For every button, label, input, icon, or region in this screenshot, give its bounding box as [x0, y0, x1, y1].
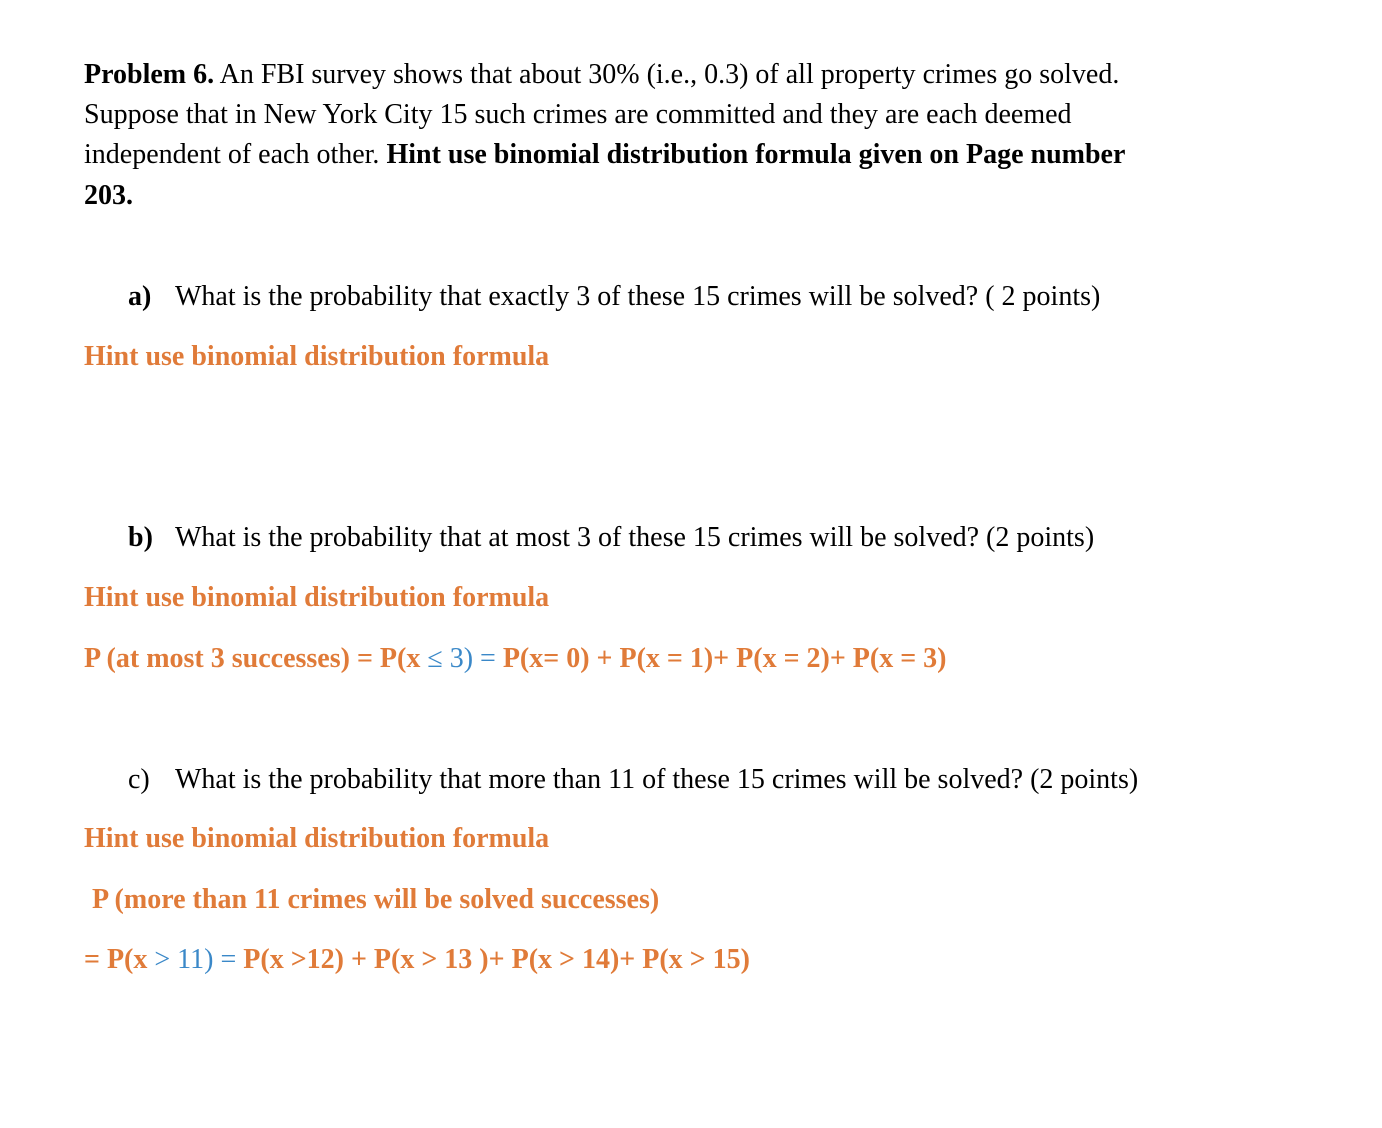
part-c-text: What is the probability that more than 11 of these 15 crimes will be solved? (2 points): [175, 764, 1139, 795]
problem-label: Problem 6.: [84, 59, 215, 90]
problem-line-3: [84, 138, 1125, 172]
problem-hint: Hint use binomial distribution formula given on Page number: [386, 139, 1126, 170]
part-b-question: [128, 521, 1094, 555]
part-c-formula-line-1: P (more than 11 crimes will be solved successes): [92, 884, 660, 915]
part-c-label: c): [128, 764, 150, 795]
part-b-formula-end: P(x= 0) + P(x = 1)+ P(x = 2)+ P(x = 3): [502, 643, 947, 674]
problem-text-3: independent of each other.: [84, 139, 387, 170]
part-b-formula: [84, 642, 947, 676]
problem-line-2: Suppose that in New York City 15 such crimes are committed and they are each deemed: [84, 99, 1072, 130]
problem-line-1: [84, 58, 1119, 92]
part-a-hint: Hint use binomial distribution formula: [84, 341, 550, 372]
part-c-formula-line-2: [84, 943, 750, 977]
problem-line-4: 203.: [84, 180, 133, 211]
part-a-text: What is the probability that exactly 3 of these 15 crimes will be solved? ( 2 points): [175, 281, 1101, 312]
part-b-hint: Hint use binomial distribution formula: [84, 582, 550, 613]
problem-text-1: An FBI survey shows that about 30% (i.e., 0.3) of all property crimes go solved.: [214, 59, 1120, 90]
part-b-label: b): [128, 522, 153, 553]
part-c-formula-start: = P(x: [84, 944, 155, 975]
part-b-formula-blue: ≤ 3) =: [427, 643, 503, 674]
part-a-label: a): [128, 281, 152, 312]
part-b-text: What is the probability that at most 3 of these 15 crimes will be solved? (2 points): [175, 522, 1095, 553]
part-c-question: [128, 763, 1138, 797]
part-b-formula-start: P (at most 3 successes) = P(x: [84, 643, 428, 674]
part-c-hint: Hint use binomial distribution formula: [84, 823, 550, 854]
part-a-question: [128, 280, 1100, 314]
part-c-formula-end: P(x >12) + P(x > 13 )+ P(x > 14)+ P(x > 15): [243, 944, 750, 975]
part-c-formula-blue: > 11) =: [154, 944, 244, 975]
